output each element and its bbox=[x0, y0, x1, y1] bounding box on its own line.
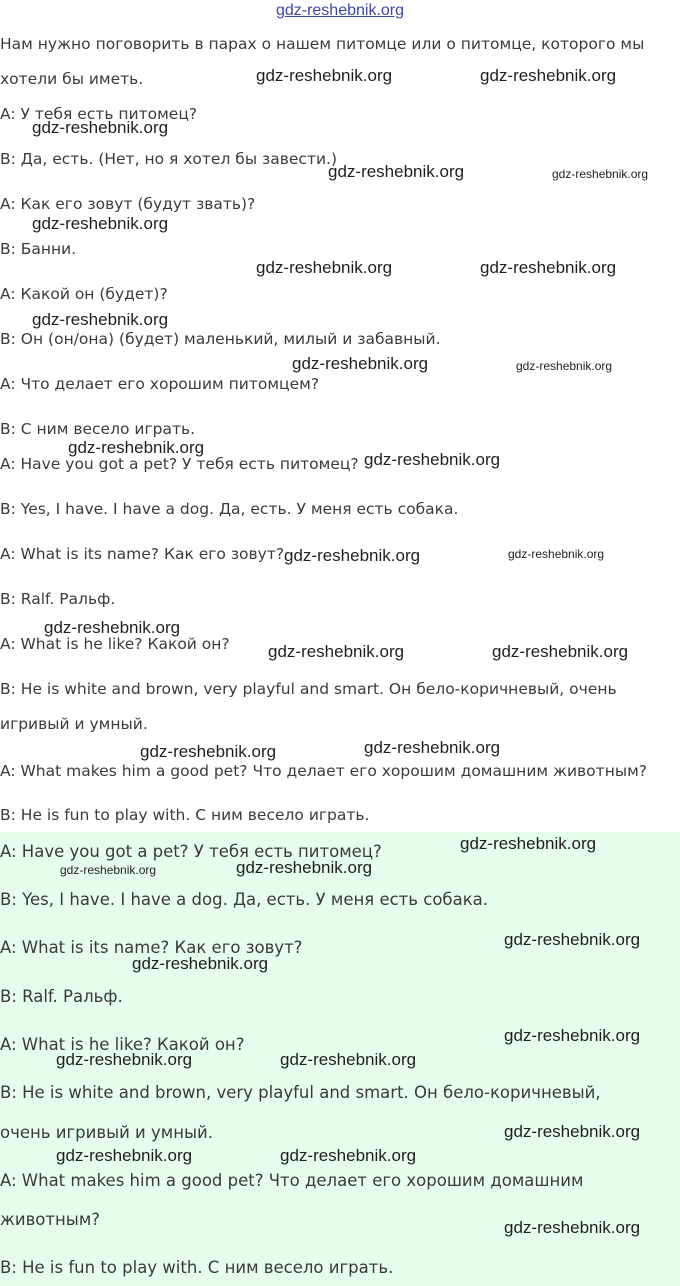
dialogue-line: A: Have you got a pet? У тебя есть питомец? bbox=[0, 455, 359, 473]
dialogue-line: A: What makes him a good pet? Что делает его хорошим домашним животным? bbox=[0, 762, 647, 780]
watermark: gdz-reshebnik.org bbox=[492, 642, 629, 661]
watermark: gdz-reshebnik.org bbox=[280, 1050, 417, 1069]
watermark: gdz-reshebnik.org bbox=[32, 118, 169, 137]
watermark: gdz-reshebnik.org bbox=[504, 1122, 641, 1141]
watermark: gdz-reshebnik.org bbox=[504, 1026, 641, 1045]
watermark: gdz-reshebnik.org bbox=[504, 1218, 641, 1237]
answer-line: B: He is fun to play with. С ним весело играть. bbox=[0, 1258, 394, 1277]
dialogue-line: A: What is its name? Как его зовут? bbox=[0, 545, 285, 563]
watermark: gdz-reshebnik.org bbox=[256, 258, 393, 277]
dialogue-line: игривый и умный. bbox=[0, 715, 148, 733]
watermark: gdz-reshebnik.org bbox=[60, 863, 157, 877]
watermark: gdz-reshebnik.org bbox=[44, 618, 181, 637]
watermark-link[interactable]: gdz-reshebnik.org bbox=[275, 2, 405, 19]
answer-line: A: What is its name? Как его зовут? bbox=[0, 938, 303, 957]
answer-line: очень игривый и умный. bbox=[0, 1123, 214, 1142]
answer-line: B: Ralf. Ральф. bbox=[0, 987, 123, 1006]
dialogue-line: A: Какой он (будет)? bbox=[0, 285, 168, 303]
dialogue-line: B: С ним весело играть. bbox=[0, 420, 196, 438]
dialogue-line: A: У тебя есть питомец? bbox=[0, 105, 198, 123]
answer-line: животным? bbox=[0, 1210, 101, 1229]
dialogue-line: A: Как его зовут (будут звать)? bbox=[0, 195, 256, 213]
watermark: gdz-reshebnik.org bbox=[552, 167, 649, 181]
watermark: gdz-reshebnik.org bbox=[56, 1050, 193, 1069]
watermark: gdz-reshebnik.org bbox=[508, 547, 605, 561]
watermark: gdz-reshebnik.org bbox=[32, 214, 169, 233]
watermark: gdz-reshebnik.org bbox=[364, 738, 501, 757]
watermark: gdz-reshebnik.org bbox=[268, 642, 405, 661]
dialogue-line: B: He is fun to play with. С ним весело играть. bbox=[0, 806, 370, 824]
watermark: gdz-reshebnik.org bbox=[480, 258, 617, 277]
watermark: gdz-reshebnik.org bbox=[364, 450, 501, 469]
dialogue-line: A: What is he like? Какой он? bbox=[0, 635, 230, 653]
answer-line: B: Yes, I have. I have a dog. Да, есть. У меня есть собака. bbox=[0, 890, 489, 909]
dialogue-line: B: He is white and brown, very playful and smart. Он бело-коричневый, очень bbox=[0, 680, 617, 698]
dialogue-line: B: Да, есть. (Нет, но я хотел бы завести.) bbox=[0, 150, 338, 168]
dialogue-line: B: Банни. bbox=[0, 240, 77, 258]
dialogue-line: B: Он (он/она) (будет) маленький, милый и забавный. bbox=[0, 330, 441, 348]
answer-line: A: What is he like? Какой он? bbox=[0, 1035, 245, 1054]
watermark: gdz-reshebnik.org bbox=[56, 1146, 193, 1165]
watermark: gdz-reshebnik.org bbox=[516, 359, 613, 373]
watermark: gdz-reshebnik.org bbox=[284, 546, 421, 565]
watermark: gdz-reshebnik.org bbox=[32, 310, 169, 329]
answer-line: A: Have you got a pet? У тебя есть питомец? bbox=[0, 842, 382, 861]
watermark: gdz-reshebnik.org bbox=[280, 1146, 417, 1165]
dialogue-line: B: Yes, I have. I have a dog. Да, есть. У меня есть собака. bbox=[0, 500, 459, 518]
watermark: gdz-reshebnik.org bbox=[292, 354, 429, 373]
watermark: gdz-reshebnik.org bbox=[132, 954, 269, 973]
dialogue-line: A: Что делает его хорошим питомцем? bbox=[0, 375, 320, 393]
dialogue-line: B: Ralf. Ральф. bbox=[0, 590, 116, 608]
watermark: gdz-reshebnik.org bbox=[460, 834, 597, 853]
answer-line: B: He is white and brown, very playful and smart. Он бело-коричневый, bbox=[0, 1083, 601, 1102]
watermark: gdz-reshebnik.org bbox=[68, 438, 205, 457]
watermark: gdz-reshebnik.org bbox=[236, 858, 373, 877]
intro-line: хотели бы иметь. bbox=[0, 70, 144, 88]
watermark: gdz-reshebnik.org bbox=[140, 742, 277, 761]
answer-line: A: What makes him a good pet? Что делает его хорошим домашним bbox=[0, 1171, 584, 1190]
intro-line: Нам нужно поговорить в парах о нашем питомце или о питомце, которого мы bbox=[0, 35, 645, 53]
watermark: gdz-reshebnik.org bbox=[328, 162, 465, 181]
watermark: gdz-reshebnik.org bbox=[256, 66, 393, 85]
watermark: gdz-reshebnik.org bbox=[480, 66, 617, 85]
watermark: gdz-reshebnik.org bbox=[504, 930, 641, 949]
